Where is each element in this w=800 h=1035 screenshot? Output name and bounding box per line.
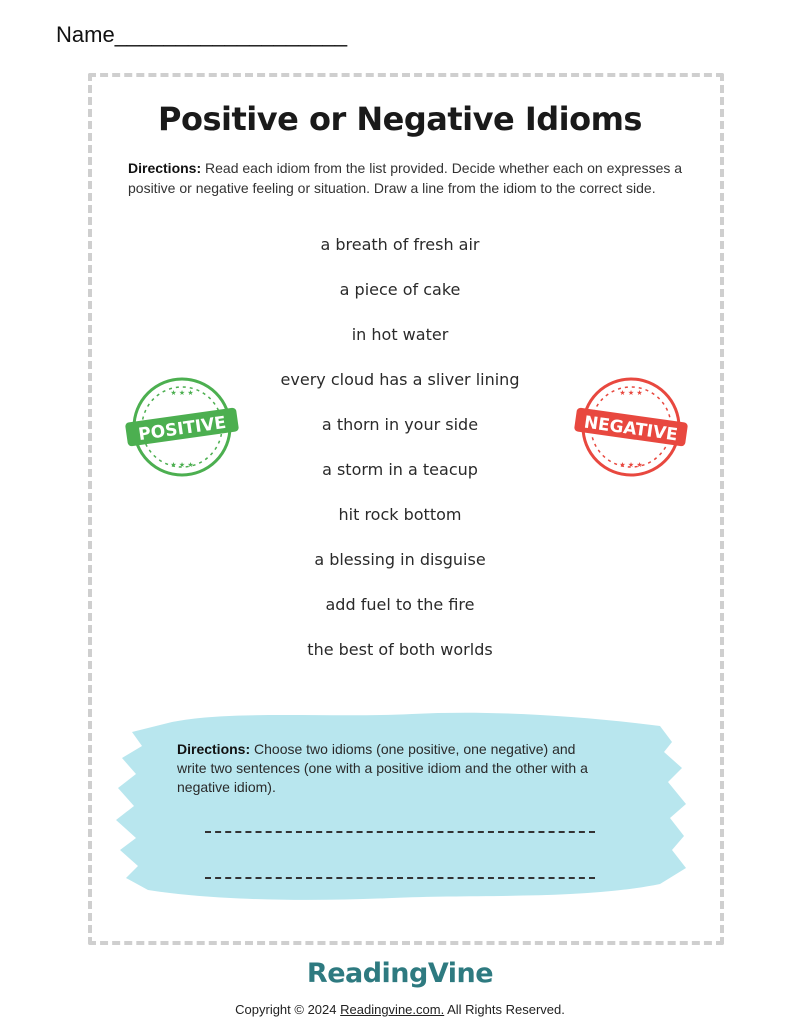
negative-stamp[interactable] [575,375,687,479]
directions-text: Read each idiom from the list provided. Decide whether each on expresses a positive or negative feeling or situation. Draw a line from the idiom to the correct side. [128,160,683,196]
worksheet-title: Positive or Negative Idioms [158,100,642,138]
writing-line-2[interactable] [205,877,595,879]
idiom-item[interactable]: a storm in a teacup [322,460,478,479]
name-field[interactable] [56,22,347,48]
positive-stamp[interactable] [126,375,238,479]
writing-directions-text: Choose two idioms (one positive, one negative) and write two sentences (one with a positive idiom and the other with a negative idiom). [177,741,588,795]
idiom-item[interactable]: add fuel to the fire [325,595,475,614]
idiom-item[interactable]: a piece of cake [339,280,461,299]
name-line[interactable]: ___________________ [114,22,348,47]
idiom-item[interactable]: hit rock bottom [338,505,462,524]
copyright [0,1002,800,1017]
readingvine-logo: ReadingVine [306,958,494,989]
svg-text:★ ★ ★: ★ ★ ★ [619,389,643,397]
idiom-list [200,232,600,682]
writing-line-1[interactable] [205,831,595,833]
idiom-item[interactable]: in hot water [351,325,449,344]
positive-stamp-icon [126,375,238,479]
idiom-item[interactable]: every cloud has a sliver lining [280,370,520,389]
positive-stamp-label: POSITIVE [137,412,228,446]
negative-stamp-icon [575,375,687,479]
idiom-item[interactable]: a blessing in disguise [314,550,486,569]
copyright-prefix: Copyright © 2024 [235,1002,341,1017]
name-label: Name [56,22,115,47]
svg-text:★ ★ ★: ★ ★ ★ [170,389,194,397]
idiom-item[interactable]: a thorn in your side [321,415,479,434]
directions-label: Directions: [128,160,202,176]
directions [128,158,688,198]
svg-text:★ ★ ★: ★ ★ ★ [170,461,194,469]
writing-directions [177,740,597,797]
copyright-link[interactable]: Readingvine.com. [340,1002,445,1017]
negative-stamp-label: NEGATIVE [582,412,679,446]
copyright-suffix: All Rights Reserved. [444,1002,565,1017]
idiom-item[interactable]: a breath of fresh air [320,235,480,254]
writing-directions-label: Directions: [177,741,251,757]
svg-text:★ ★ ★: ★ ★ ★ [619,461,643,469]
idiom-item[interactable]: the best of both worlds [307,640,493,659]
